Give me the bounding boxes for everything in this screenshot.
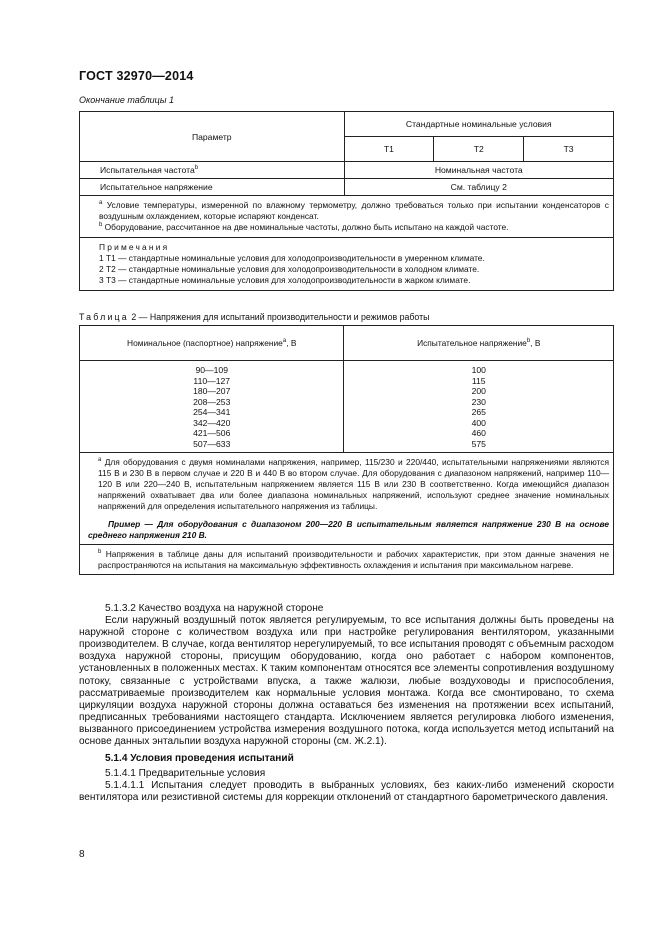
- footnote-b: $^b$ Оборудование, рассчитанное на две номинальные частоты, должно быть испытано на каждой частоте.: [99, 222, 509, 232]
- table2-footnote-b: [80, 545, 614, 575]
- list-item: 421—506: [193, 428, 231, 438]
- page-number: 8: [79, 849, 85, 860]
- table2-caption: Таблица 2 — Напряжения для испытаний производительности и режимов работы: [79, 312, 430, 322]
- list-item: 265: [471, 407, 486, 417]
- table2-footnote-a: [80, 453, 614, 545]
- list-item: 115: [471, 375, 486, 386]
- table2-test-values: [344, 361, 614, 453]
- list-item: 400: [471, 417, 486, 428]
- list-item: 230: [471, 396, 486, 407]
- list-item: 575: [471, 438, 486, 449]
- list-item: 110—127: [193, 375, 231, 386]
- table1-value-cell: См. таблицу 2: [344, 179, 613, 196]
- table1-param-cell: Испытательное напряжение: [80, 179, 345, 196]
- table1-value-cell: Номинальная частота: [344, 162, 613, 179]
- note-item: 1 Т1 — стандартные номинальные условия для холодопроизводительности в умеренном климате.: [99, 253, 485, 263]
- list-item: 208—253: [193, 396, 231, 407]
- table1: [79, 111, 614, 291]
- section-5-1-4-1-heading: 5.1.4.1 Предварительные условия: [105, 768, 266, 780]
- table-row: [80, 179, 614, 196]
- table1-param-cell: Испытательная частота$^b$: [80, 162, 345, 179]
- table-row: [80, 162, 614, 179]
- section-5-1-4-1-1-text: 5.1.4.1.1 Испытания следует проводить в выбранных условиях, без каких-либо изменений скорости вентилятора или резистивной системы для коррекции отклонений от стандартного барометрического давления.: [79, 780, 614, 804]
- table1-header-parameter: Параметр: [80, 112, 345, 162]
- notes-title: Примечания: [99, 242, 170, 252]
- footnote-a: $^a$ Для оборудования с двумя номиналами напряжения, например, 115/230 и 220/440, испытательными напряжениями являются 115 В и 230 В в первом случае и 220 В и 440 В во втором случае. Для оборудования с диапазоном напряжений, например 110—120 В или 220—240 В, испытательным напряжением является 115 В или 230 В соответственно. Когда имеющийся диапазон напряжений охватывает два или более диапазона номинальных напряжений, используют среднее значение номинальных напряжений для определения испытательного напряжения из таблицы.: [98, 457, 610, 511]
- table2-header-nominal: Номинальное (паспортное) напряжение$^a$, В: [80, 326, 344, 361]
- list-item: 90—109: [195, 365, 228, 375]
- note-item: 3 Т3 — стандартные номинальные условия для холодопроизводительности в жарком климате.: [99, 275, 471, 285]
- table2: [79, 325, 614, 575]
- table2-nominal-values: [80, 361, 344, 453]
- table1-caption: Окончание таблицы 1: [79, 95, 174, 105]
- section-5-1-3-2-heading: 5.1.3.2 Качество воздуха на наружной стороне: [105, 603, 324, 614]
- list-item: 254—341: [193, 407, 231, 417]
- note-item: 2 Т2 — стандартные номинальные условия для холодопроизводительности в холодном климате.: [99, 264, 480, 274]
- body-text: [79, 603, 614, 805]
- footnote-a: $^a$ Условие температуры, измеренной по влажному термометру, должно требоваться только при испытании конденсаторов с воздушным охлаждением, которые испаряют конденсат.: [99, 200, 609, 221]
- section-5-1-3-2-text: Если наружный воздушный поток является регулируемым, то все испытания должны быть проведены на наружной стороне с количеством воздуха или при настройке регулирования вентилятором, указанными производителем. В случае, когда вентилятор нерегулируемый, то все испытания проводят с объемным расходом воздуха наружной стороны, присущим оборудованию, когда оно работает с набором компонентов, установленных в положенных местах. К таким компонентам относятся все элементы сопротивления воздушному потоку, связанные с устройствами впуска, а также жалюзи, любые воздуховоды и приспособления, рассматриваемые производителем как нормальные условия монтажа. Когда все смонтировано, то схема циркуляции воздуха наружной стороны должна оставаться без изменения на протяжении всех испытаний, предписанных требованиями настоящего стандарта. Исключением является регулировка любого изменения, вызванного присоединением устройства измерения воздушного потока, когда используется метод испытаний на основе данных энтальпии воздуха наружной стороны (см. Ж.2.1).: [79, 615, 614, 748]
- list-item: 460: [471, 428, 486, 438]
- standard-header: ГОСТ 32970—2014: [79, 69, 194, 83]
- table1-footnotes: [80, 196, 614, 238]
- table1-header-t1: Т1: [344, 137, 434, 162]
- section-5-1-4-heading: 5.1.4 Условия проведения испытаний: [105, 753, 294, 765]
- list-item: 200: [471, 386, 486, 396]
- list-item: 507—633: [193, 438, 231, 449]
- table2-header-test: Испытательное напряжение$^b$, В: [344, 326, 614, 361]
- list-item: 180—207: [193, 386, 231, 396]
- table1-header-t2: Т2: [434, 137, 524, 162]
- footnote-b: $^b$ Напряжения в таблице даны для испытаний производительности и рабочих характеристик, при этом данные значения не распространяются на испытания на максимальную эффективность охлаждения и испытания при максимальном нагреве.: [98, 549, 610, 570]
- list-item: 342—420: [193, 417, 231, 428]
- example-text: Пример — Для оборудования с диапазоном 200—220 В испытательным является напряжение 230 В на основе среднего напряжения 210 В.: [88, 519, 609, 540]
- table1-notes: [80, 238, 614, 291]
- list-item: 100: [471, 365, 486, 375]
- table1-header-t3: Т3: [524, 137, 614, 162]
- table1-header-conditions: Стандартные номинальные условия: [344, 112, 613, 137]
